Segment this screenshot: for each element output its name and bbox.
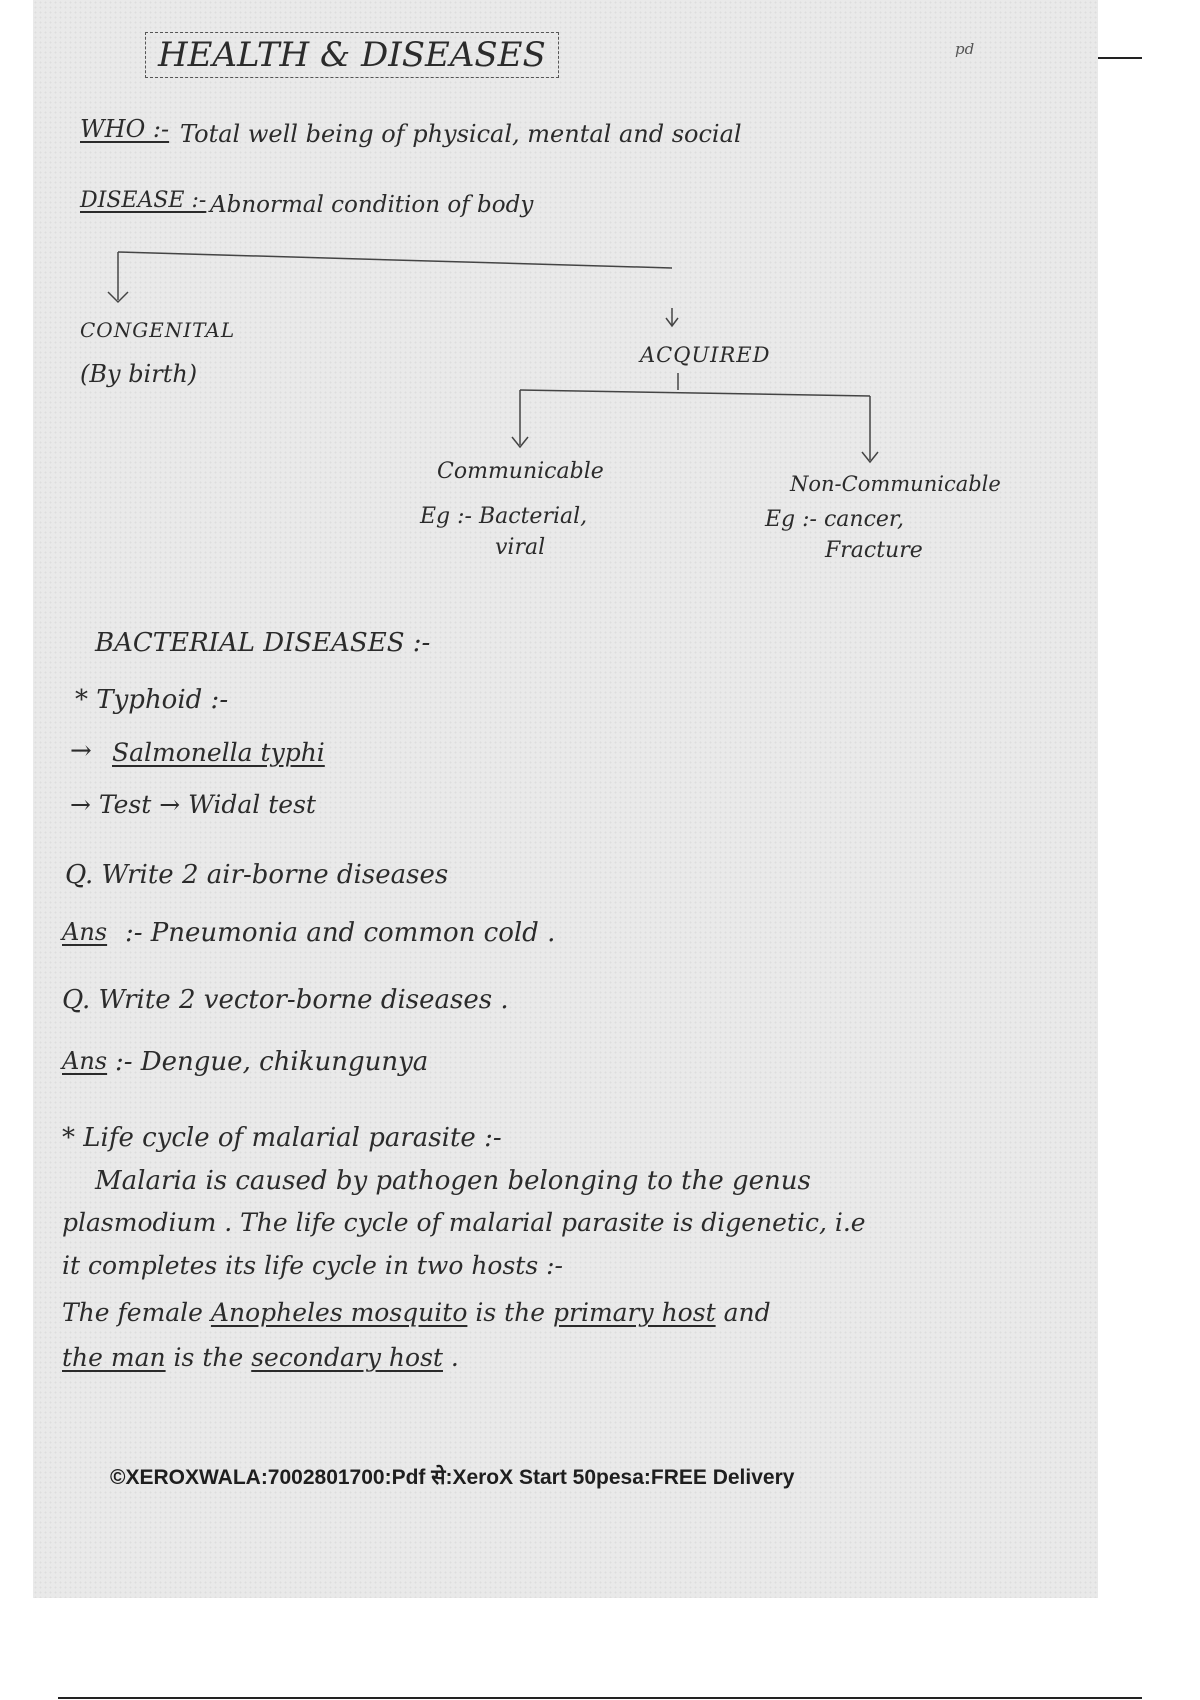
pathogen-arrow: →	[70, 736, 92, 766]
bottom-rule	[58, 1697, 1142, 1699]
question-2: Q. Write 2 vector-borne diseases .	[62, 985, 509, 1015]
tree-congenital-note: (By birth)	[80, 360, 198, 388]
malaria-title: * Life cycle of malarial parasite :-	[62, 1123, 502, 1153]
malaria-line-3: it completes its life cycle in two hosts :-	[62, 1251, 563, 1280]
secondary-host-name: the man	[62, 1343, 166, 1372]
malaria-line-5	[62, 1343, 459, 1372]
malaria-line-5-d: .	[442, 1343, 459, 1372]
question-1: Q. Write 2 air-borne diseases	[65, 860, 449, 890]
tree-communicable: Communicable	[437, 459, 604, 484]
malaria-line-5-b: is the	[165, 1343, 252, 1372]
primary-host-term: primary host	[553, 1298, 716, 1327]
tree-communicable-eg-2: viral	[495, 535, 546, 560]
secondary-host-term: secondary host	[251, 1343, 443, 1372]
tree-non-communicable: Non-Communicable	[790, 472, 1001, 496]
disease-definition: Abnormal condition of body	[210, 192, 534, 218]
tree-communicable-eg-1: Eg :- Bacterial,	[420, 504, 588, 529]
tree-non-communicable-eg-1: Eg :- cancer,	[765, 507, 905, 532]
tree-non-communicable-eg-2: Fracture	[825, 538, 923, 563]
answer-2-label: Ans	[62, 1047, 108, 1075]
malaria-line-4-a: The female	[62, 1298, 211, 1327]
malaria-line-2: plasmodium . The life cycle of malarial parasite is digenetic, i.e	[62, 1208, 866, 1237]
primary-host-name: Anopheles mosquito	[210, 1298, 468, 1327]
footer-watermark: ©XEROXWALA:7002801700:Pdf से:XeroX Start 50pesa:FREE Delivery	[110, 1466, 795, 1489]
typhoid-pathogen: Salmonella typhi	[112, 738, 325, 767]
bacterial-diseases-title: BACTERIAL DISEASES :-	[95, 628, 431, 658]
answer-2: :- Dengue, chikungunya	[115, 1047, 429, 1077]
who-definition: Total well being of physical, mental and social	[180, 120, 742, 148]
answer-1-label: Ans	[62, 918, 108, 946]
who-label: WHO :-	[80, 115, 170, 143]
malaria-line-4	[62, 1298, 771, 1327]
corner-mark: pd	[955, 40, 975, 58]
typhoid-heading: * Typhoid :-	[75, 685, 229, 715]
page-heading: HEALTH & DISEASES	[145, 32, 559, 78]
disease-label: DISEASE :-	[80, 188, 207, 213]
malaria-line-4-c: is the	[467, 1298, 553, 1327]
answer-1: :- Pneumonia and common cold .	[125, 918, 556, 948]
tree-acquired: ACQUIRED	[640, 343, 771, 367]
malaria-line-4-e: and	[715, 1298, 771, 1327]
typhoid-test: → Test → Widal test	[70, 790, 316, 819]
tree-congenital: CONGENITAL	[80, 318, 236, 342]
malaria-line-1: Malaria is caused by pathogen belonging to the genus	[95, 1166, 811, 1196]
